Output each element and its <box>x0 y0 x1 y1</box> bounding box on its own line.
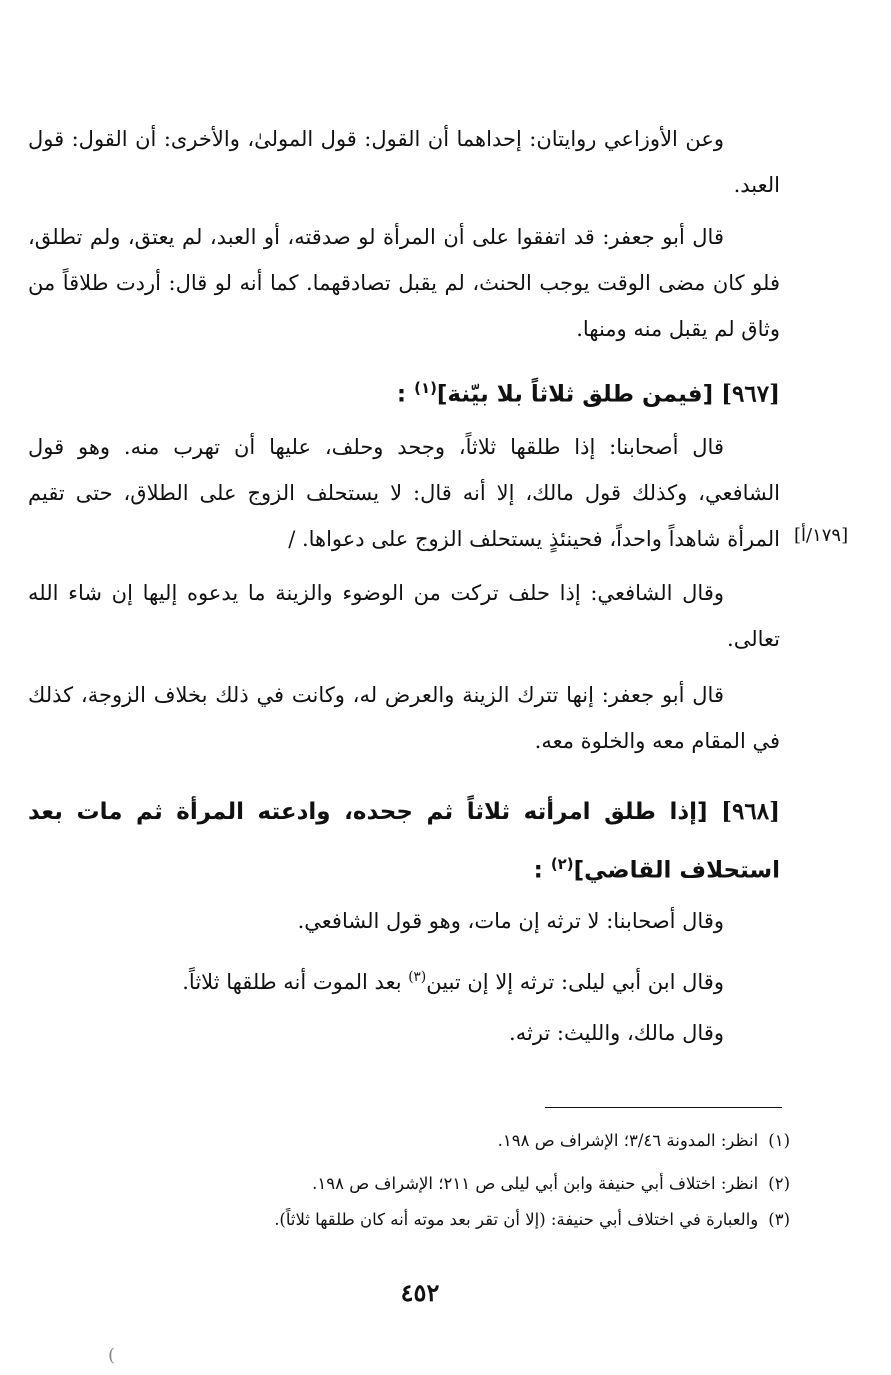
footnote-number: (٢) <box>768 1174 790 1193</box>
paragraph-awzai <box>28 116 780 208</box>
paragraph-shafii <box>28 570 780 662</box>
footnote-text: والعبارة في اختلاف أبي حنيفة: (إلا أن تقر بعد موته أنه كان طلقها ثلاثاً). <box>274 1210 759 1229</box>
footnote-number: (٣) <box>768 1210 790 1229</box>
footnote-1 <box>130 1130 790 1152</box>
footnote-text: انظر: المدونة ٣/٤٦؛ الإشراف ص ١٩٨. <box>497 1131 759 1150</box>
paragraph-ibn-abi-layla <box>28 954 780 1005</box>
heading-text <box>28 362 780 421</box>
paragraph-text: وقال مالك، والليث: ترثه. <box>509 1021 724 1045</box>
paragraph-text: وعن الأوزاعي روايتان: إحداهما أن القول: قول المولىٰ، والأخرى: أن القول: قول العبد. <box>28 127 780 197</box>
footnote-number: (١) <box>768 1131 790 1150</box>
scan-mark: ( <box>108 1345 116 1366</box>
paragraph-abu-jafar-1 <box>28 214 780 352</box>
paragraph-text-b: بعد الموت أنه طلقها ثلاثاً. <box>182 970 409 994</box>
section-title: [إذا طلق امرأته ثلاثاً ثم جحده، وادعته المرأة ثم مات بعد استحلاف القاضي] <box>28 799 780 884</box>
page-number: ٤٥٢ <box>400 1278 440 1307</box>
section-title: [فيمن طلق ثلاثاً بلا بيّنة] <box>436 381 714 408</box>
paragraph-text: قال أبو جعفر: إنها تترك الزينة والعرض له، وكانت في ذلك بخلاف الزوجة، كذلك في المقام معه والخلوة معه. <box>28 683 780 753</box>
paragraph-ashabuna-2 <box>28 898 780 944</box>
paragraph-text: وقال الشافعي: إذا حلف تركت من الوضوء والزينة ما يدعوه إليها إن شاء الله تعالى. <box>28 581 780 651</box>
footnote-ref: (٢) <box>550 855 574 873</box>
paragraph-text: قال أبو جعفر: قد اتفقوا على أن المرأة لو صدقته، أو العبد، لم يعتق، ولم تطلق، فلو كان مضى الوقت يوجب الحنث، لم يقبل تصادقهما. كما أنه لو قال: أردت طلاقاً من وثاق لم يقبل منه ومنها. <box>28 225 780 341</box>
paragraph-ashabuna-1 <box>28 424 780 562</box>
footnote-separator <box>545 1107 782 1108</box>
paragraph-malik <box>28 1010 780 1056</box>
margin-folio-note: [١٧٩/أ] <box>794 525 849 546</box>
section-heading-968 <box>28 786 780 897</box>
paragraph-text-a: وقال ابن أبي ليلى: ترثه إلا إن تبين <box>426 970 724 994</box>
paragraph-abu-jafar-2 <box>28 672 780 764</box>
paragraph-text <box>28 954 780 1005</box>
heading-colon: : <box>533 857 551 884</box>
footnote-2 <box>130 1173 790 1195</box>
paragraph-text: قال أصحابنا: إذا طلقها ثلاثاً، وجحد وحلف، عليها أن تهرب منه. وهو قول الشافعي، وكذلك قول مالك، إلا أنه قال: لا يستحلف الزوج على الطلاق، حتى تقيم المرأة شاهداً واحداً، فحينئذٍ يستحلف الزوج على دعواها. / <box>28 435 780 551</box>
heading-colon: : <box>396 381 415 408</box>
footnote-text: انظر: اختلاف أبي حنيفة وابن أبي ليلى ص ٢١١؛ الإشراف ص ١٩٨. <box>312 1174 759 1193</box>
section-number: [٩٦٧] <box>721 380 780 408</box>
paragraph-text: وقال أصحابنا: لا ترثه إن مات، وهو قول الشافعي. <box>297 909 724 933</box>
section-number: [٩٦٨] <box>721 798 780 825</box>
footnote-ref: (٣) <box>408 969 427 985</box>
footnote-ref: (١) <box>414 379 437 397</box>
footnote-3 <box>130 1209 790 1231</box>
heading-text <box>28 786 780 897</box>
section-heading-967 <box>28 362 780 421</box>
